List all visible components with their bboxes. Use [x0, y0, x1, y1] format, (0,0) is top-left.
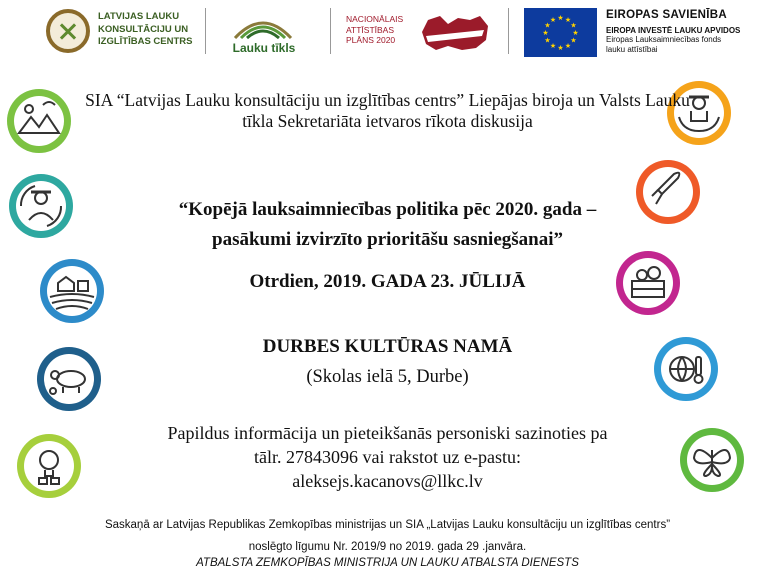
svg-text:★: ★	[557, 44, 564, 52]
llkc-line: LATVIJAS LAUKU	[98, 11, 180, 22]
nap-line: PLĀNS 2020	[346, 35, 396, 45]
nap-line: NACIONĀLAIS	[346, 14, 404, 24]
svg-text:★: ★	[557, 14, 564, 22]
logo-divider	[330, 8, 331, 54]
contact-line: Papildus informācija un pieteikšanās personiski sazinoties pa	[167, 423, 608, 443]
event-venue: DURBES KULTŪRAS NAMĀ	[262, 336, 513, 357]
contact-info	[70, 421, 705, 493]
svg-text:★: ★	[564, 16, 572, 24]
svg-text:★: ★	[544, 36, 551, 45]
event-title-line: pasākumi izvirzīto prioritāšu sasniegšanai”	[212, 229, 563, 250]
event-date: Otrdien, 2019. GADA 23. JŪLIJĀ	[249, 271, 526, 292]
event-title	[70, 195, 705, 255]
llkc-line: IZGLĪTĪBAS CENTRS	[98, 36, 193, 47]
svg-text:★: ★	[542, 29, 549, 37]
nap-logo-text	[346, 14, 416, 46]
lauku-tikls-logo-icon	[233, 12, 293, 40]
eu-flag-icon	[524, 8, 597, 57]
footer-support: ATBALSTA ZEMKOPĪBAS MINISTRIJA UN LAUKU ATBALSTA DIENESTS	[196, 557, 579, 569]
footer-line: Saskaņā ar Latvijas Republikas Zemkopības ministrijas un SIA „Latvijas Lauku konsultāciju un izglītības centrs”	[104, 519, 671, 531]
latvia-map-icon	[418, 12, 492, 54]
svg-text:★: ★	[570, 36, 577, 45]
eu-fund-title: EIROPA INVESTĒ LAUKU APVIDOS	[606, 26, 741, 35]
svg-text:★: ★	[549, 16, 557, 24]
landscape-icon	[3, 85, 75, 157]
llkc-logo-text	[98, 11, 203, 49]
logo-divider	[205, 8, 206, 54]
contact-email[interactable]: aleksejs.kacanovs@llkc.lv	[292, 471, 483, 491]
svg-text:★: ★	[549, 42, 557, 50]
farmer-cycle-icon	[5, 170, 77, 242]
llkc-line: KONSULTĀCIJU UN	[98, 23, 189, 35]
event-title-line: “Kopējā lauksaimniecības politika pēc 2020. gada –	[178, 199, 597, 220]
llkc-logo-icon	[46, 9, 90, 53]
eu-logo-text	[606, 9, 771, 54]
footer-line: noslēgto līgumu Nr. 2019/9 no 2019. gada 29 .janvāra.	[248, 541, 527, 553]
eu-fund-line: Eiropas Lauksaimniecības fonds	[606, 35, 722, 44]
contact-line: tālr. 27843096 vai rakstot uz e-pastu:	[254, 447, 521, 467]
svg-text:★: ★	[570, 21, 577, 30]
svg-text:★: ★	[564, 42, 572, 50]
nap-line: ATTĪSTĪBAS	[346, 24, 395, 35]
svg-text:★: ★	[544, 21, 551, 30]
eu-fund-line: lauku attīstībai	[606, 44, 658, 54]
lauku-tikls-label: Lauku tīkls	[232, 41, 296, 55]
svg-text:★: ★	[572, 29, 579, 37]
eu-title: EIROPAS SAVIENĪBA	[606, 9, 727, 21]
event-address: (Skolas ielā 5, Durbe)	[306, 367, 469, 387]
logo-divider	[508, 8, 509, 54]
intro-text: SIA “Latvijas Lauku konsultāciju un izglītības centrs” Liepājas biroja un Valsts Lauku tīkla Sekretariāta ietvaros rīkota diskusija	[85, 90, 690, 131]
